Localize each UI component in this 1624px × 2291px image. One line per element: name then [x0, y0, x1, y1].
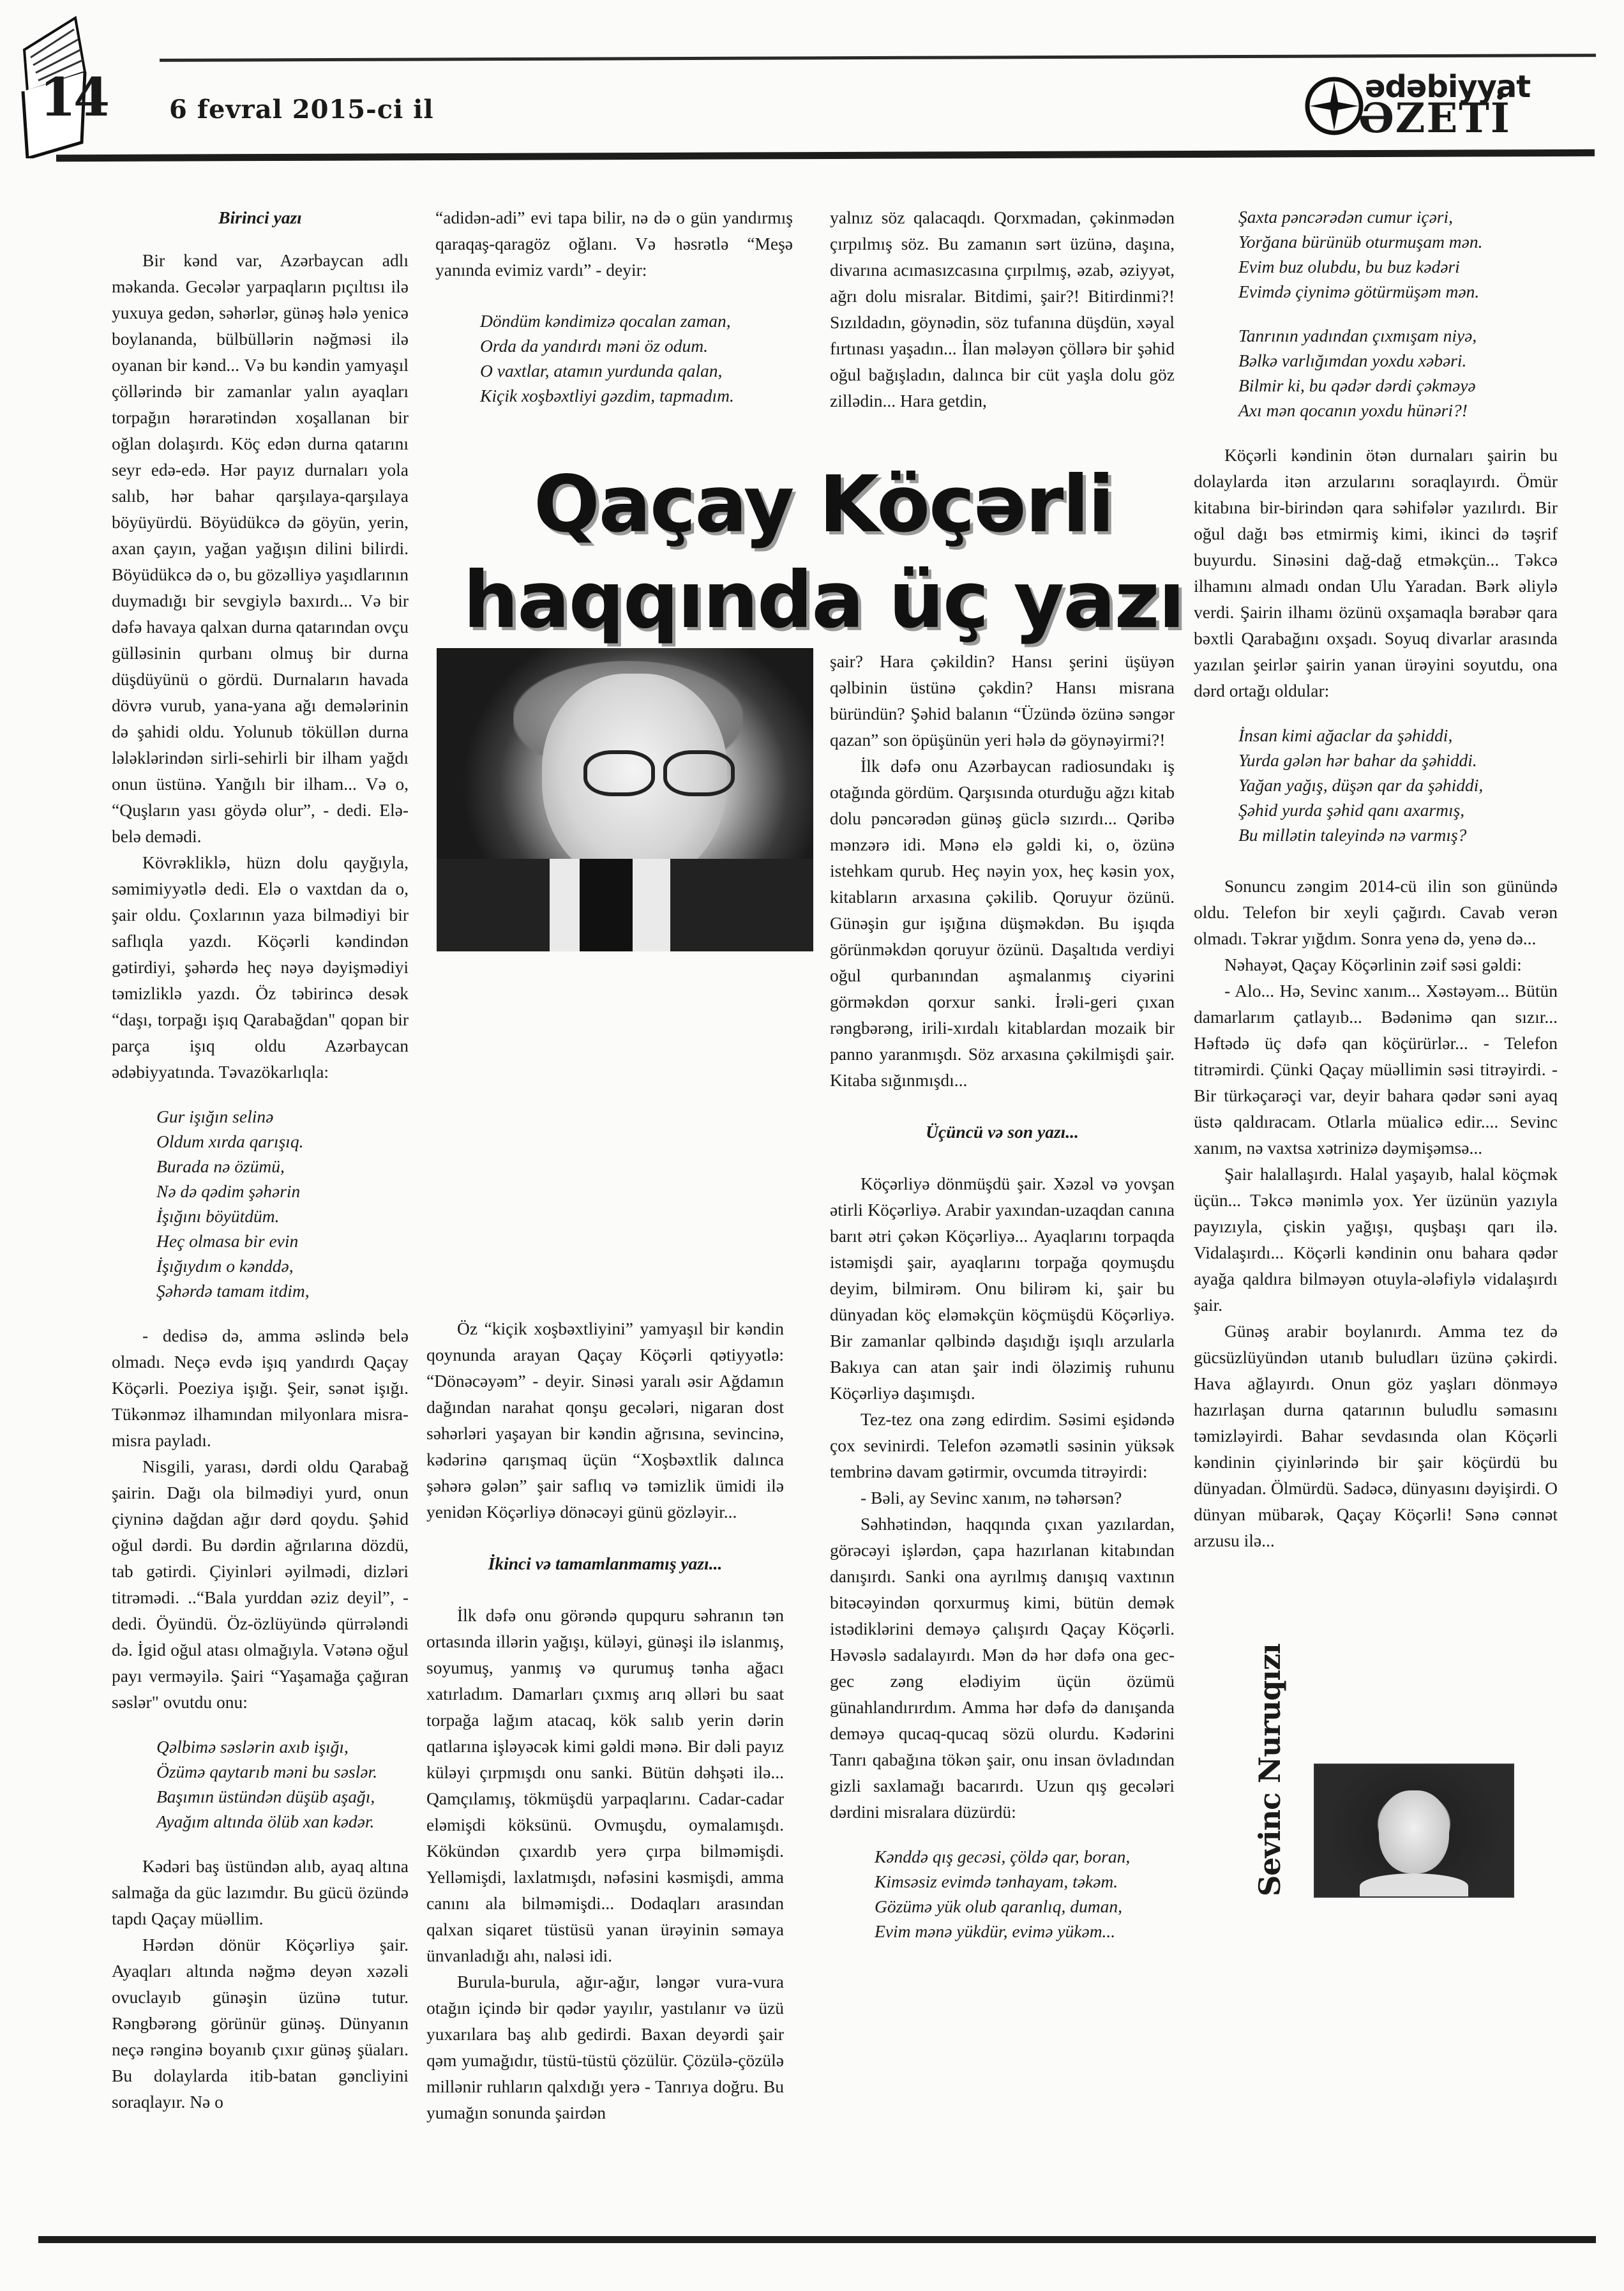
- paragraph: Burula-burula, ağır-ağır, ləngər vura-vura otağın içində bir qədər yayılır, yastılanır və üzü yuxarılara baş alıb gedirdi. Baxan deyərdi şair qəm yumağıdır, tüstü-tüstü çözülür. Çözülə-çözülə millənir ruhların qalxdığı yerə - Tanrıya doğru. Bu yumağın sonunda şairdən: [426, 1972, 784, 2122]
- paragraph: Kövrəkliklə, hüzn dolu qayğıyla, səmimiyyətlə dedi. Elə o vaxtdan da o, şair oldu. Çoxlarının yaza bilmədiyi bir saflıqla yazdı. Köçərli kəndindən gətirdiyi, şəhərdə heç nəyə dəyişmədiyi təmizliklə yazdı. Öz təbirincə desək “daşı, torpağı işıq Qarabağdan" qopan bir parça işıq oldu Azərbaycan ədəbiyyatında. Təvazökarlıqla:: [112, 852, 409, 1082]
- column-3-top: [830, 204, 1175, 414]
- poem-line: Bu millətin taleyində nə varmış?: [1238, 825, 1467, 845]
- section-title-3: Üçüncü və son yazı...: [926, 1122, 1079, 1142]
- poem: [1194, 204, 1558, 304]
- masthead-logo: [1302, 69, 1564, 142]
- poem-line: Kiçik xoşbəxtliyi gəzdim, tapmadım.: [480, 386, 734, 405]
- poem: [112, 1104, 409, 1303]
- poem-line: İşığını böyütdüm.: [156, 1206, 280, 1226]
- poem-line: Şəhid yurda şəhid qanı axarmış,: [1238, 800, 1465, 820]
- poem: [830, 1844, 1175, 1944]
- paragraph: Bir kənd var, Azərbaycan adlı məkanda. Gecələr yarpaqların pıçıltısı ilə yuxuya gedən, səhərlər, günəş hələ yenicə boylananda, bülbüllərin nəğməsi ilə oyanan bir kənd... Və bu kəndin yamyaşıl çöllərində bir zamanlar yalın ayaqları torpağın hərarətindən xoşallanan bir oğlan dolaşırdı. Köç edən durna qatarını seyr edə-edə. Hər payız durnaları yola salıb, hər bahar qarşılaya-qarşılaya böyüyürdü. Böyüdükcə də göyün, yerin, axan çayın, yağan yağışın dilini bilirdi. Böyüdükcə də o, bu gözəlliyə yaşıdlarının duymadığı bir sevgiylə baxırdı... Və bir dəfə havaya qalxan durna qatarından ovçu gülləsinin qurbanı olmuş bir durna düşdüyünü o gördü. Durnaların havada dövrə vurub, yana-yana ağı demələrinin də şahidi oldu. Yolunub töküllən durna lələklərindən sirli-sehirli bir ilham yağdı onun üstünə. Yanğılı bir ilham... Və o, “Quşların yası göydə olur”, - dedi. Elə-belə demədi.: [112, 250, 409, 846]
- poem: [112, 1734, 409, 1834]
- poem-line: Burada nə özümü,: [156, 1156, 285, 1176]
- paragraph: Tez-tez ona zəng edirdim. Səsimi eşidəndə çox sevinirdi. Telefon əzəmətli səsinin yüksək tembrinə davam gətirmir, ovcumda titrəyirdi:: [830, 1409, 1175, 1481]
- headline-line-1: Qaçay Köçərli: [533, 459, 1113, 550]
- paragraph: Şair halallaşırdı. Halal yaşayıb, halal köçmək üçün... Təkcə mənimlə yox. Yer üzünün yazıyla payızıyla, çiskin yağışı, quşbaşı qarı ilə. Vidalaşırdı... Köçərli kəndinin onu bahara qədər ayağa qaldıra bilməyən otuyla-ələfiylə vidalaşırdı şair.: [1194, 1164, 1558, 1315]
- column-1: [112, 204, 409, 2115]
- poem-line: Tanrının yadından çıxmışam niyə,: [1238, 326, 1477, 345]
- logo-bottom-text: ƏZETİ: [1358, 95, 1511, 142]
- poem-line: Heç olmasa bir evin: [156, 1231, 299, 1251]
- paragraph: Köçərli kəndinin ötən durnaları şairin bu dolaylarda itən arzularını soraqlayırdı. Ömür kitabına bir-birindən qara səhifələr yazılırdı. Bir oğul dağı bəs etmirmiş kimi, ikinci də təşrif buyurdu. Sinəsini dağ-dağ etməkçün... Təkcə ilhamını almadı ondan Ulu Yaradan. Bərk əliylə verdi. Şairin ilhamı özünü oxşamaqla bərabər qara bəxtli Qarabağını oxşadı. Soyuq divarlar arasında yazılan şeirlər şairin yanan ürəyini soyutdu, ona dərd ortağı oldular:: [1194, 445, 1558, 700]
- poem-line: Kimsəsiz evimdə tənhayam, təkəm.: [875, 1871, 1118, 1891]
- logo-top-text: ədəbiyyat: [1365, 69, 1531, 105]
- paragraph: - Bəli, ay Sevinc xanım, nə təhərsən?: [861, 1488, 1122, 1508]
- paragraph: İlk dəfə onu Azərbaycan radiosundakı iş otağında gördüm. Qarşısında oturduğu ağzı kitab dolu pəncərədən günəş güclə sızırdı... Qəribə mənzərə idi. Mənə elə gəldi ki, o, özünə istehkam qurub. Heç nəyin yox, heç kəsin yox, kitabların arxasına çəkilib. Qoruyur özünü. Günəşin gur işığına düşməkdən. Bu işıqda görünməkdən qoruyur özünü. Daşaltıda verdiyi oğul qurbanından aşmalanmış ciyərini görməkdən qorxur sanki. İrəli-geri çıxan rəngbərəng, irili-xırdalı kitablardan mozaik bir panno yaranmışdı. Söz arxasına çəkilmişdi şair. Kitaba sığınmışdı...: [830, 756, 1175, 1090]
- author-photo: [1314, 1764, 1514, 1898]
- compass-emblem-icon: [1302, 74, 1366, 138]
- footer-rule: [38, 2236, 1596, 2243]
- poem-line: Orda da yandırdı məni öz odum.: [480, 336, 708, 356]
- paragraph: Günəş arabir boylanırdı. Amma tez də gücsüzlüyündən utanıb buludları üzünə çəkirdi. Hava ağlayırdı. Onun göz yaşları dönməyə hazırlaşan durna qatarının buludlu səmasını təmizləyirdi. Bahar sevdasında olan Köçərli kəndinin çiyinlərində bir şair köçürdü bu dünyadan. Ölmürdü. Sadəcə, dünyasını dəyişirdi. O dünyan mübarək, Qaçay Köçərli! Sənə cənnət arzusu ilə...: [1194, 1321, 1558, 1550]
- section-title-2: İkinci və tamamlanmamış yazı...: [488, 1554, 723, 1573]
- author-byline: Sevinc Nuruqızı: [1252, 1644, 1287, 1896]
- article-headline: [447, 457, 1200, 648]
- poem-line: Kənddə qış gecəsi, çöldə qar, boran,: [875, 1847, 1131, 1866]
- column-3-bottom: [830, 648, 1175, 1944]
- paragraph: Sonuncu zəngim 2014-cü ilin son günündə oldu. Telefon bir xeyli çağırdı. Cavab verən olmadı. Təkrar yığdım. Sonra yenə də, yenə də...: [1194, 876, 1558, 948]
- poem-line: Gözümə yük olub qaranlıq, duman,: [875, 1896, 1123, 1916]
- poem-line: İşığıydım o kənddə,: [156, 1256, 294, 1276]
- paragraph: - Alo... Hə, Sevinc xanım... Xəstəyəm... Bütün damarlarım çatlayıb... Bədənimə qan sızır... Həftədə üç dəfə qan köçürürlər... - Telefon titrəmirdi. Çünki Qaçay müəllimin səsi titrəyirdi. - Bir türkəçarəçi var, deyir bahara qədər səni ayaq üstə qaldıracam. Otlarla müalicə edir.... Sevinc xanım, nə vaxtsa xətrinizə dəymişəmsə...: [1194, 981, 1558, 1158]
- paragraph: yalnız söz qalacaqdı. Qorxmadan, çəkinmədən çırpılmış söz. Bu zamanın sərt üzünə, daşına, divarına acımasızcasına çırpılmış, əzab, əziyyət, ağrı dolu misralar. Bitdimi, şair?! Bitirdinmi?! Sızıldadın, göynədin, söz tufanına düşdün, xəyal fırtınası yaşadın... İlan mələyən çöllərə bir şəhid oğul bağışladın, dalınca bir cüt yaşla dolu göz zillədin... Hara getdin,: [830, 208, 1175, 411]
- page-number: 14: [40, 67, 108, 128]
- poem-line: Başımın üstündən düşüb aşağı,: [156, 1787, 375, 1806]
- poem-line: Bəlkə varlığımdan yoxdu xəbəri.: [1238, 351, 1467, 370]
- header-rule: [56, 149, 1595, 162]
- column-4: [1194, 204, 1558, 1554]
- poem-line: Evimdə çiynimə götürmüşəm mən.: [1238, 282, 1480, 301]
- poem-line: Şaxta pəncərədən cumur içəri,: [1238, 207, 1453, 227]
- poem-line: Oldum xırda qarışıq.: [156, 1131, 304, 1151]
- paragraph: şair? Hara çəkildin? Hansı şerini üşüyən qəlbinin üstünə çəkdin? Hansı misrana büründün? Şəhid balanın “Üzündə özünə səngər qazan” son öpüşünün yeri hələ də göynəyirmi?!: [830, 651, 1175, 750]
- poem-line: Evim buz olubdu, bu buz kədəri: [1238, 257, 1460, 276]
- poem-line: Axı mən qocanın yoxdu hünəri?!: [1238, 400, 1468, 420]
- column-2-top: [435, 204, 793, 408]
- poem: [1194, 323, 1558, 423]
- poem-line: İnsan kimi ağaclar da şəhiddi,: [1238, 725, 1453, 745]
- poem-line: Bilmir ki, bu qədər dərdi çəkməyə: [1238, 375, 1476, 395]
- paragraph: Hərdən dönür Köçərliyə şair. Ayaqları altında nəğmə deyən xəzəli ovuclayıb günəşin üzünə tutur. Rəngbərəng görünür günəş. Dünyanın neçə rənginə boyanıb çıxır günəş şüaları. Bu dolaylarda itib-batan gəncliyini soraqlayır. Nə o: [112, 1935, 409, 2112]
- paragraph: - dedisə də, amma əslində belə olmadı. Neçə evdə işıq yandırdı Qaçay Köçərli. Poeziya işığı. Şeir, sənət işığı. Tükənməz ilhamından milyonlara misra-misra payladı.: [112, 1326, 409, 1450]
- headline-line-2: haqqında üç yazı: [463, 555, 1184, 646]
- poem-line: Yurda gələn hər bahar da şəhiddi.: [1238, 750, 1477, 770]
- column-2-bottom: [426, 1315, 784, 2126]
- poem: [435, 308, 793, 408]
- poem-line: Gur işığın selinə: [156, 1107, 274, 1126]
- section-title-1: Birinci yazı: [218, 208, 302, 227]
- paragraph: İlk dəfə onu görəndə qupquru səhranın tən ortasında illərin yağışı, küləyi, günəşi ilə islanmış, soyumuş, yanmış və qurumuş tənha ağacı xatırladım. Damarları çıxmış arıq əlləri bu saat torpağa lağım atacaq, kök salıb yerin dərin qatlarına işləyəcək kimi gəldi mənə. Bir dəli payız küləyi çırpmışdı onu sanki. Bütün dəhşəti ilə... Qamçılamış, tökmüşdü yarpaqlarını. Cadar-cadar eləmişdi köksünü. Ovmuşdu, oymalamışdı. Kökündən çıxardıb yerə çırpa bilməmişdi. Yelləmişdi, laxlatmışdı, nəfəsini kəsmişdi, amma canını ala bilməmişdi... Dodaqları arasından qalxan siqaret tüstüsü yanan ürəyinin səmaya ünvanladığı ahı, naləsi idi.: [426, 1605, 784, 1965]
- poem-line: Ayağım altında ölüb xan kədər.: [156, 1811, 375, 1831]
- poem-line: O vaxtlar, atamın yurdunda qalan,: [480, 361, 723, 381]
- paragraph: Köçərliyə dönmüşdü şair. Xəzəl və yovşan ətirli Köçərliyə. Arabir yaxından-uzaqdan canına barıt ətri çəkən Köçərliyə... Ayaqlarını torpaqda istəmişdi şair, ayaqlarını torpağa qoymuşdu deyim, bilmirəm. Onu bilirəm ki, şair bu dünyadan köç eləməkçün köçmüşdü Köçərliyə. Bir zamanlar qəlbində daşıdığı işıqlı arzularla Bakıya can atan şair indi öləzimiş ruhunu Köçərliyə daşımışdı.: [830, 1174, 1175, 1403]
- poem-line: Evim mənə yükdür, evimə yükəm...: [875, 1921, 1116, 1941]
- poem-line: Yağan yağış, düşən qar da şəhiddi,: [1238, 775, 1484, 795]
- poem: [1194, 723, 1558, 847]
- paragraph: “adidən-adi” evi tapa bilir, nə də o gün yandırmış qaraqaş-qaragöz oğlanı. Və həsrətlə “Meşə yanında evimiz vardı” - deyir:: [435, 208, 793, 280]
- issue-date: 6 fevral 2015-ci il: [169, 95, 434, 125]
- poet-portrait-photo: [437, 648, 813, 951]
- paragraph: Kədəri baş üstündən alıb, ayaq altına salmağa da güc lazımdır. Bu gücü özündə tapdı Qaçay müəllim.: [112, 1856, 409, 1928]
- paragraph: Nisgili, yarası, dərdi oldu Qarabağ şairin. Dağı ola bilmədiyi yurd, onun çiyninə dağdan ağır dərd qoydu. Şəhid oğul dərdi. Bu dərdin ağrılarına dözdü, tab gətirdi. Çiyinləri əyilmədi, dizləri titrəmədi. ..“Bala yurddan əziz deyil”, - dedi. Öyündü. Öz-özlüyündə qürrələndi də. İgid oğul atası olmağıyla. Vətənə oğul payı verməyilə. Şairi “Yaşamağa çağıran səslər" ovutdu onu:: [112, 1456, 409, 1712]
- paragraph: Nəhayət, Qaçay Köçərlinin zəif səsi gəldi:: [1224, 955, 1522, 974]
- poem-line: Nə də qədim şəhərin: [156, 1181, 301, 1201]
- poem-line: Özümə qaytarıb məni bu səslər.: [156, 1762, 378, 1781]
- header-rule-top: [160, 54, 1596, 62]
- poem-line: Döndüm kəndimizə qocalan zaman,: [480, 311, 731, 331]
- poem-line: Şəhərdə tamam itdim,: [156, 1281, 310, 1301]
- poem-line: Yorğana bürünüb oturmuşam mən.: [1238, 232, 1483, 252]
- paragraph: Səhhətindən, haqqında çıxan yazılardan, görəcəyi işlərdən, çapa hazırlanan kitabından danışırdı. Sanki ona ayrılmış danışıq vaxtının bitəcəyindən qorxurmuş kimi, bütün demək istədiklərini deməyə çalışırdı Qaçay Köçərli. Həvəslə sadalayırdı. Mən də hər dəfə ona gec-gec zəng elədiyim üçün özümü günahlandırırdım. Amma hər dəfə də danışanda deməyə qucaq-qucaq sözü olurdu. Kədərini Tanrı qabağına tökən şair, onu insan övladından gizli saxlamağı bacarırdı. Uzun qış gecələri dərdini misralara düzürdü:: [830, 1514, 1175, 1822]
- paragraph: Öz “kiçik xoşbəxtliyini” yamyaşıl bir kəndin qoynunda arayan Qaçay Köçərli qətiyyətlə: “Dönəcəyəm” - deyir. Sinəsi yaralı əsir Ağdamın dağından narahat qonşu gecələri, nigaran dost səhərləri yaşayan bir kəndin ağrısına, sevincinə, kədərinə qarışmaq üçün “Xoşbəxtlik dalınca şəhərə gələn” şair saflıq və təmizlik ümidi ilə yenidən Köçərliyə dönəcəyi günü gözləyir...: [426, 1319, 784, 1522]
- poem-line: Qəlbimə səslərin axıb işığı,: [156, 1737, 349, 1757]
